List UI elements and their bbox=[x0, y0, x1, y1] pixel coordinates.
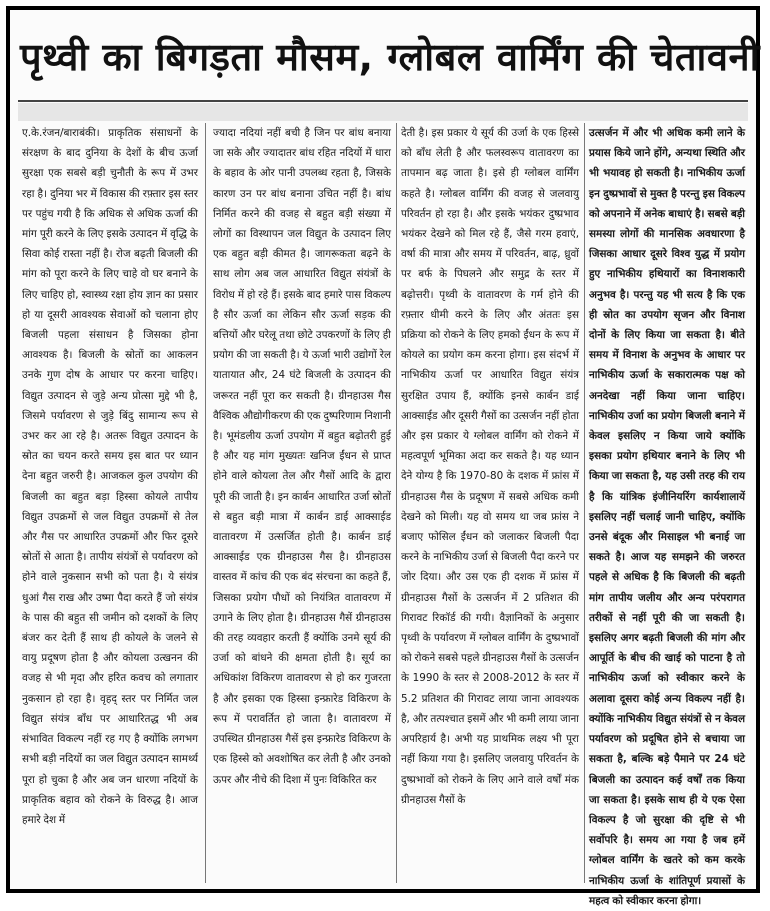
headline-rule bbox=[18, 100, 748, 102]
column-divider bbox=[396, 123, 397, 883]
column-1-body: प्राकृतिक संसाधनों के संरक्षण के बाद दुनिया के देशों के बीच ऊर्जा सुरक्षा एक सबसे बड़ी चुनौती के रूप में उभर रहा है। दुनिया भर में विकास की रफ़्तार इस स्तर पर पहुंच गयी है कि अधिक से अधिक ऊर्जा की मांग पूरी करने के लिए इसके उत्पादन में वृद्धि के सिवा कोई रास्ता नहीं है। रोज बढ़ती बिजली की मांग को पूरा करने के लिए चाहे वो घर बनाने के लिए चाहिए हो, स्वास्थ्य रक्षा होय ज्ञान का प्रसार हो या दूसरी आवश्यक सेवाओं को चलाना होए बिजली पहला संसाधन है जिसका होना आवश्यक है। बिजली के स्रोतों का आकलन उनके गुण दोष के आधार पर करना चाहिए। विद्युत उत्पादन से जुड़े अन्य प्रोत्सा मुद्दे भी है, जिसमे पर्यावरण से जुड़े बिंदु सामान्य रूप से उभर कर आ रहे है। अतरू विद्युत उत्पादन के स्रोत का चयन करते समय इस बात पर ध्यान देना बहुत जरुरी है। आजकल कुल उपयोग की बिजली का बहुत बड़ा हिस्सा कोयले तापीय विद्युत उपक्रमों से जल विद्युत उपक्रमों से तेल और गैस पर आधारित उपक्रमों और फिर दूसरे स्रोतों से आता है। तापीय संयंत्रों से पर्यावरण को होने वाले नुकसान सभी को पता है। ये संयंत्र धुआं गैस राख और उष्मा पैदा करते हैं जो संयंत्र के पास की बहुत सी जमीन को दशकों के लिए बंजर कर देती हैं साथ ही कोयले के जलने से वायु प्रदूषण होता है और कोयला उत्खनन की वजह से भी मृदा और हरित कवच को लगातार नुकसान हो रहा है। वृहद् स्तर पर निर्मित जल विद्युत संयंत्र बाँध पर आधारितद्ध भी अब संभावित विकल्प नहीं रह गए है क्योंकि लगभग सभी बड़ी नदियों का जल विद्युत उत्पादन सामर्थ्य पूरा हो चुका है और अब जन धारणा नदियों के प्राकृतिक बहाव को रोकने के विरुद्ध है। आज हमारे देश में bbox=[22, 127, 198, 826]
column-divider bbox=[584, 123, 585, 883]
byline: ए.के.रंजन/बाराबंकी। bbox=[22, 127, 100, 139]
headline: पृथ्वी का बिगड़ता मौसम, ग्लोबल वार्मिंग की चेतावनी bbox=[20, 35, 760, 79]
article-body bbox=[18, 123, 748, 907]
column-2 bbox=[213, 123, 391, 883]
clipping-frame bbox=[6, 6, 760, 907]
column-4 bbox=[589, 123, 745, 907]
column-3 bbox=[401, 123, 579, 883]
column-1 bbox=[22, 123, 198, 883]
column-1-text bbox=[22, 123, 198, 830]
column-4-text: उत्सर्जन में और भी अधिक कमी लाने के प्रयास किये जाने होंगे, अन्यथा स्थिति और भी भयावह हो सकती है। नाभिकीय ऊर्जा इन दुष्प्रभावों से मुक्त है परन्तु इस विकल्प को अपनाने में अनेक बाधाएं है। सबसे बड़ी समस्या लोगों की मानसिक अवधारणा है जिसका आधार दूसरे विश्व युद्ध में प्रयोग हुए नाभिकीय हथियारों का विनाशकारी अनुभव है। परन्तु यह भी सत्य है कि एक ही स्रोत का उपयोग सृजन और विनाश दोनों के लिए किया जा सकता है। बीते समय में विनाश के अनुभव के आधार पर नाभिकीय ऊर्जा के सकारात्मक पक्ष को अनदेखा नहीं किया जाना चाहिए। नाभिकीय उर्जा का प्रयोग बिजली बनाने में केवल इसलिए न किया जाये क्योंकि इसका प्रयोग हथियार बनाने के लिए भी किया जा सकता है, यह उसी तरह की राय है कि यांत्रिक इंजीनियरिंग कार्यशालायें इसलिए नहीं चलाई जानी चाहिए, क्योंकि उनसे बंदूक और मिसाइल भी बनाई जा सकते है। आज यह समझने की जरुरत पहले से अधिक है कि बिजली की बढ़ती मांग तापीय जलीय और अन्य परंपरागत तरीकों से नहीं पूरी की जा सकती है। इसलिए अगर बढ़ती बिजली की मांग और आपूर्ति के बीच की खाई को पाटना है तो नाभिकीय ऊर्जा को स्वीकार करने के अलावा दूसरा कोई अन्य विकल्प नहीं है। क्योंकि नाभिकीय विद्युत संयंत्रों से न केवल पर्यावरण को प्रदूषित होने से बचाया जा सकता है, बल्कि बड़े पैमाने पर 24 घंटे बिजली का उत्पादन कई वर्षों तक किया जा सकता है। इसके साथ ही ये एक ऐसा विकल्प है जो सुरक्षा की दृष्टि से भी सर्वोपरि है। समय आ गया है जब हमें ग्लोबल वार्मिंग के खतरे को कम करके नाभिकीय ऊर्जा के शांतिपूर्ण प्रयासों के महत्व को स्वीकार करना होगा। bbox=[589, 127, 745, 907]
column-3-text: देती है। इस प्रकार ये सूर्य की उर्जा के एक हिस्से को बाँध लेती है और फलस्वरूप वातावरण का तापमान बढ़ जाता है। इसे ही ग्लोबल वार्मिंग कहते है। ग्लोबल वार्मिंग की वजह से जलवायु परिवर्तन हो रहा है। और इसके भयंकर दुष्प्रभाव भयंकर देखने को मिल रहे हैं, जैसे गरम हवाएं, वर्षा की मात्रा और समय में परिवर्तन, बाढ़, ध्रुवों पर बर्फ के पिघलने और समुद्र के स्तर में बढ़ोत्तरी। पृथ्वी के वातावरण के गर्म होने की रफ़्तार धीमी करने के लिए और अंततः इस प्रक्रिया को रोकने के लिए हमको ईंधन के रूप में कोयले का प्रयोग कम करना होगा। इस संदर्भ में नाभिकीय ऊर्जा पर आधारित विद्युत संयंत्र सुरक्षित उपाय हैं, क्योंकि इनसे कार्बन डाई आक्साईड और दूसरी गैसों का उत्सर्जन नहीं होता और इस प्रकार ये ग्लोबल वार्मिंग को रोकने में महत्वपूर्ण भूमिका अदा कर सकते है। यह ध्यान देने योग्य है कि 1970-80 के दशक में फ्रांस में ग्रीनहाउस गैस के प्रदूषण में सबसे अधिक कमी देखने को मिली। यह वो समय था जब फ्रांस ने बजाए फोसिल ईंधन को जलाकर बिजली पैदा करने के नाभिकीय उर्जा से बिजली पैदा करने पर जोर दिया। और उस एक ही दशक में फ्रांस में ग्रीनहाउस गैसों के उत्सर्जन में 2 प्रतिशत की गिरावट रिकॉर्ड की गयी। वैज्ञानिकों के अनुसार पृथ्वी के पर्यावरण में ग्लोबल वार्मिंग के दुष्प्रभावों को रोकने सबसे पहले ग्रीनहाउस गैसों के उत्सर्जन के 1990 के स्तर से 2008-2012 के स्तर में 5.2 प्रतिशत की गिरावट लाया जाना आवश्यक है, और तत्पश्चात इसमें और भी कमी लाया जाना अपरिहार्य है। अभी यह प्राथमिक लक्ष्य भी पूरा नहीं किया गया है। इसलिए जलवायु परिवर्तन के दुष्प्रभावों को रोकने के लिए आने वाले वर्षों मंक ग्रीनहाउस गैसों के bbox=[401, 127, 579, 806]
column-divider bbox=[205, 123, 206, 883]
column-2-text: ज्यादा नदियां नहीं बची है जिन पर बांध बनाया जा सके और ज्यादातर बांध रहित नदियों में धारा के बहाव के ओर पानी उपलब्ध रहता है, जिसके कारण उन पर बांध बनाना उचित नहीं है। बांध निर्मित करने की वजह से बहुत बड़ी संख्या में लोगों का विस्थापन जल विद्युत के उत्पादन लिए एक बहुत बड़ी कीमत है। जागरूकता बढ़ने के साथ लोग अब जल आधारित विद्युत संयंत्रों के विरोध में हो रहे हैं। इसके बाद हमारे पास विकल्प है सौर ऊर्जा का लेकिन सौर ऊर्जा सड़क की बत्तियों और घरेलू तथा छोटे उपकरणों के लिए ही प्रयोग की जा सकती है। ये ऊर्जा भारी उद्योगों रेल यातायात और, 24 घंटे बिजली के उत्पादन की जरूरत नहीं पूरा कर सकती है। ग्रीनहाउस गैस वैश्विक औद्योगीकरण की एक दुष्परिणाम निशानी है। भूमंडलीय ऊर्जा उपयोग में बहुत बढ़ोतरी हुई है और यह मांग मुख्यतः खनिज ईंधन से प्राप्त होने वाले कोयला तेल और गैसों आदि के द्वारा पूरी की जाती है। इन कार्बन आधारित उर्जा स्रोतों से बहुत बड़ी मात्रा में कार्बन डाई आक्साईड वातावरण में उत्सर्जित होती है। कार्बन डाई आक्साईड एक ग्रीनहाउस गैस है। ग्रीनहाउस वास्तव में कांच की एक बंद संरचना का कहते हैं, जिसका प्रयोग पौधों को नियंत्रित वातावरण में उगाने के लिए होता है। ग्रीनहाउस गैसें ग्रीनहाउस की तरह व्यवहार करती हैं क्योंकि उनमे सूर्य की उर्जा को बांधने की क्षमता होती है। सूर्य का अधिकांश विकिरण वातावरण से हो कर गुजरता है और इसका एक हिस्सा इन्फ्रारेड विकिरण के रूप में परावर्तित हो जाता है। वातावरण में उपस्थित ग्रीनहाउस गैसें इस इन्फ्रारेड विकिरण के एक हिस्से को अवशोषित कर लेती है और उनको ऊपर और नीचे की दिशा में पुनः विकिरित कर bbox=[213, 127, 391, 786]
masthead-band bbox=[18, 103, 748, 121]
